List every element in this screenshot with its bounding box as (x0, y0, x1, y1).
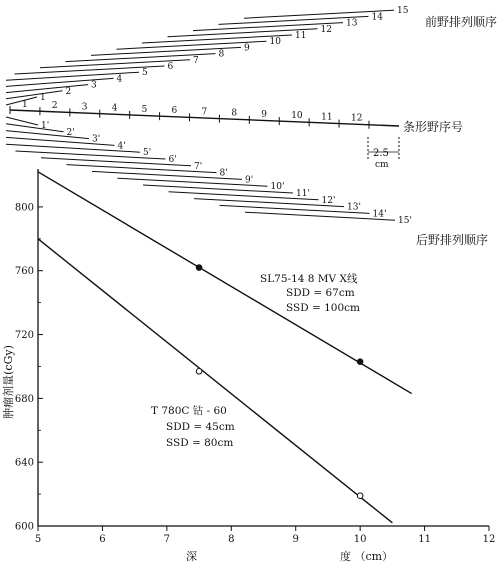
ruler-number: 12 (351, 113, 363, 124)
ruler-number: 2 (51, 101, 58, 112)
y-tick-label: 760 (14, 266, 34, 278)
y-tick-label: 720 (14, 330, 34, 342)
width-marker (368, 137, 399, 170)
field-arrangement-diagram (6, 6, 497, 247)
ruler-number: 7 (201, 107, 208, 118)
ruler-number: 9 (261, 109, 268, 120)
front-field-number: 1 (40, 93, 46, 103)
y-axis-title: 肿瘤剂量(cGy) (2, 345, 15, 419)
ruler-title: 条形野序号 (403, 120, 464, 134)
back-field-number: 9' (245, 175, 254, 186)
y-tick-label: 640 (14, 457, 34, 469)
x-axis (35, 526, 496, 545)
series-1-label (260, 272, 360, 314)
y-axis (15, 169, 43, 533)
back-field-line (6, 117, 38, 125)
front-field-number: 4 (116, 74, 123, 85)
y-tick-label: 680 (14, 393, 34, 405)
front-field-number: 12 (320, 24, 332, 35)
ruler-number: 6 (171, 106, 178, 117)
ruler-number: 1 (21, 100, 28, 110)
front-field-number: 11 (295, 31, 307, 41)
x-tick-label: 9 (292, 534, 299, 545)
front-field-number: 14 (371, 12, 383, 23)
back-field-number: 4' (117, 141, 126, 152)
series-2-point (196, 368, 202, 374)
back-field-number: 12' (321, 195, 336, 206)
ruler-number: 10 (291, 111, 303, 122)
y-tick-label: 800 (14, 202, 34, 214)
front-field-number: 10 (269, 37, 281, 48)
back-field-number: 5' (143, 148, 152, 159)
ruler-number: 8 (231, 108, 238, 119)
series-1-label-line-3: SSD = 100cm (286, 302, 360, 314)
back-field-number: 7' (194, 161, 203, 172)
y-tick-label: 600 (14, 521, 34, 533)
back-field-number: 6' (168, 155, 177, 165)
series-1-label-line-1: SL75-14 8 MV X线 (260, 273, 358, 285)
x-axis-title-right: 度 （cm） (340, 550, 394, 563)
series-2-label-line-1: T 780C 钴 - 60 (151, 405, 227, 417)
x-tick-label: 12 (482, 534, 496, 545)
ruler-number: 4 (111, 103, 118, 114)
front-field-number: 3 (91, 80, 97, 91)
back-field-number: 3' (92, 134, 101, 145)
width-value: 2.5 (373, 148, 389, 159)
front-field-number: 7 (193, 55, 199, 66)
strip-field-ruler (10, 100, 399, 129)
series-1-point (196, 265, 202, 271)
back-field-number: 13' (347, 202, 361, 213)
front-field-number: 6 (167, 62, 174, 72)
back-field-lines (6, 117, 412, 226)
front-field-title: 前野排列顺序 (425, 15, 498, 29)
x-tick-label: 10 (353, 534, 367, 545)
series-2-label-line-2: SDD = 45cm (166, 421, 235, 433)
series-lines (38, 172, 412, 523)
back-field-line (6, 131, 89, 139)
back-field-line (6, 124, 64, 132)
front-field-lines (6, 6, 409, 105)
dose-depth-chart (1, 169, 495, 563)
x-tick-label: 7 (163, 534, 171, 545)
back-field-number: 2' (66, 127, 75, 138)
x-tick-label: 6 (99, 534, 106, 545)
back-field-number: 11' (296, 189, 310, 199)
series-2-label (151, 404, 235, 449)
series-2-label-line-3: SSD = 80cm (166, 437, 234, 449)
front-field-number: 8 (218, 49, 225, 60)
series-2-point (357, 493, 363, 499)
series-1-point (357, 359, 363, 365)
back-field-number: 14' (372, 209, 387, 220)
ruler-number: 5 (141, 104, 148, 115)
x-tick-label: 8 (228, 534, 235, 545)
front-field-number: 9 (244, 43, 250, 54)
back-field-number: 1' (41, 121, 50, 131)
front-field-number: 13 (346, 18, 358, 29)
front-field-number: 2 (65, 86, 72, 97)
back-field-number: 8' (219, 168, 228, 179)
back-field-number: 10' (270, 182, 285, 193)
x-tick-label: 5 (34, 534, 42, 545)
series-1-label-line-2: SDD = 67cm (286, 287, 355, 299)
x-tick-label: 11 (418, 534, 431, 545)
width-unit: cm (375, 160, 389, 170)
front-field-number: 15 (397, 6, 409, 17)
x-axis-title-left: 深 (186, 550, 197, 563)
back-field-title: 后野排列顺序 (416, 233, 489, 247)
front-field-number: 5 (142, 68, 148, 79)
ruler-number: 11 (321, 112, 333, 123)
back-field-number: 15' (398, 216, 412, 227)
ruler-number: 3 (81, 102, 88, 113)
